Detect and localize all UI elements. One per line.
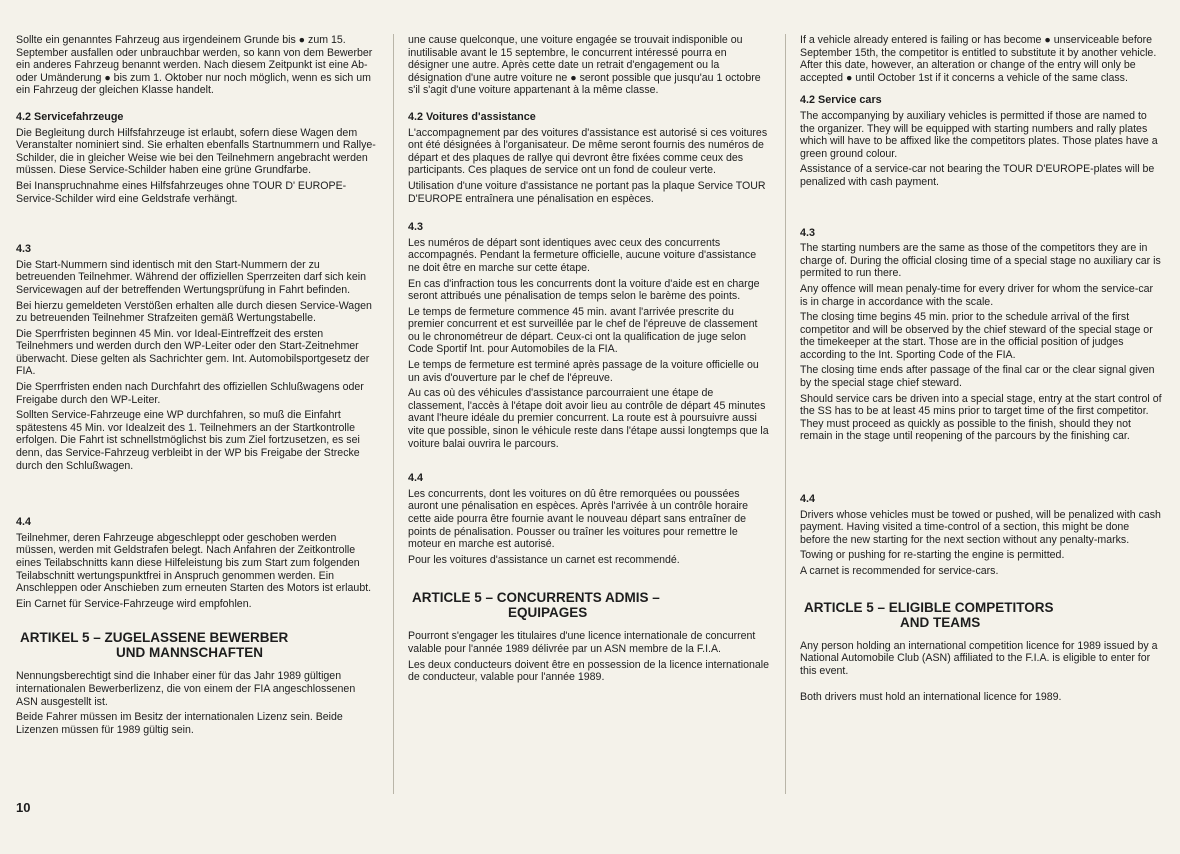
german-section-4-3-paragraph-3: Die Sperrfristen beginnen 45 Min. vor Ideal-Eintreffzeit des ersten Teilnehmers und werden durch den WP-Leiter oder den Start-Zeitnehmer überwacht. Diese gelten als Sachrichter gem. Int. Automobilsportgesetz der FIA. (16, 327, 370, 378)
german-section-4-2-paragraph-1: Die Begleitung durch Hilfsfahrzeuge ist erlaubt, sofern diese Wagen dem Veranstalter nominiert sind. Sie erhalten ebenfalls Startnummern und Rallye-Schilder, die in gleicher Weise wie bei den Teilnehmern angebracht werden müssen. Diese Service-Schilder haben eine grüne Grundfarbe. (16, 126, 376, 177)
german-article-5-line-2: UND MANNSCHAFTEN (116, 645, 263, 661)
german-article-5-paragraph-1: Nennungsberechtigt sind die Inhaber einer für das Jahr 1989 gültigen internationalen Bewerberlizenz, die von einem der FIA angeschlossenen ASN ausgestellt ist. (16, 670, 356, 708)
french-article-5-heading (412, 590, 770, 620)
english-section-4-4-paragraph-3: A carnet is recommended for service-cars. (800, 565, 999, 577)
german-section-4-2-heading: 4.2 Servicefahrzeuge (16, 110, 124, 123)
french-intro: une cause quelconque, une voiture engagée se trouvait indisponible ou inutilisable avant le 15 septembre, le concurrent intéressé pourra en désigner une autre. Après cette date un retrait d'engagement ou la désignation d'une autre voiture ne ● seront possible que jusqu'au 1 octobre s'il s'agit d'une voiture appartenant à la même classe. (408, 34, 761, 97)
french-section-4-4-heading: 4.4 (408, 472, 424, 485)
french-section-4-2-heading: 4.2 Voitures d'assistance (408, 110, 536, 123)
german-section-4-3-paragraph-1: Die Start-Nummern sind identisch mit den Start-Nummern der zu betreuenden Teilnehmer. Während der offiziellen Sperrzeiten darf sich kein Servicewagen auf der betreffenden Wertungsprüfung in Fahrt befinden. (16, 258, 366, 296)
english-section-4-4-paragraph-1: Drivers whose vehicles must be towed or pushed, will be penalized with cash payment. Having visited a time-control of a section, this might be done before the new starting for the next section without any penalty-marks. (800, 508, 1161, 546)
english-section-4-3-paragraph-5: Should service cars be driven into a special stage, entry at the start control of the SS has to be at least 45 mins prior to target time of the first competitor. They must proceed as quickly as possible to the finish, should they not remain in the stage until reopening of the parcours by the finishing car. (800, 392, 1162, 443)
english-section-4-2-paragraph-2: Assistance of a service-car not bearing the TOUR D'EUROPE-plates will be penalized with cash payment. (800, 163, 1155, 188)
english-article-5-paragraph-2: Both drivers must hold an international licence for 1989. (800, 691, 1062, 704)
german-section-4-3-paragraph-5: Sollten Service-Fahrzeuge eine WP durchfahren, so muß die Einfahrt spätestens 45 Min. vor Idealzeit des 1. Teilnehmers an der Startkontrolle erfolgen. Die Fahrt ist schnellstmöglichst bis zum Ziel fortzusetzen, es sei denn, das Service-Fahrzeug verbleibt in der WP bis Freigabe der Strecke durch den Schlußwagen. (16, 409, 360, 472)
french-section-4-3-paragraph-1: Les numéros de départ sont identiques avec ceux des concurrents accompagnés. Pendant la fermeture officielle, aucune voiture d'assistance ne doit être en marche sur cette étape. (408, 236, 757, 274)
french-section-4-3-paragraph-5: Au cas où des véhicules d'assistance parcourraient une étape de classement, l'accès à l'étape doit avoir lieu au contrôle de départ 45 minutes avant l'heure idéale du premier concurrent. La route est à poursuivre aussi vite que possible, sinon le véhicule reste dans l'étape aussi longtemps que la voiture balai ouvrira le parcours. (408, 387, 769, 450)
german-section-4-4-paragraph-2: Ein Carnet für Service-Fahrzeuge wird empfohlen. (16, 597, 252, 610)
french-section-4-3-paragraph-2: En cas d'infraction tous les concurrents dont la voiture d'aide est en charge seront attribués une pénalisation de temps selon le barème des points. (408, 277, 760, 303)
english-section-4-2-heading: 4.2 Service cars (800, 94, 882, 107)
german-section-4-3-heading: 4.3 (16, 243, 32, 256)
german-section-4-4-paragraph-1: Teilnehmer, deren Fahrzeuge abgeschleppt oder geschoben werden müssen, werden mit Geldstrafen belegt. Nach Anfahren der Zeitkontrolle eines Teilabschnitts kann diese Hilfeleistung bis zum Start zum folgenden Teilabschnitt wertungspunktfrei in Anspruch genommen werden. Ein Anschleppen oder Anschieben zum erneuten Starten des Motors ist erlaubt. (16, 531, 372, 595)
english-article-5-line-1: ARTICLE 5 – ELIGIBLE COMPETITORS (804, 599, 1054, 615)
english-section-4-4-heading: 4.4 (800, 493, 816, 506)
english-section-4-3-heading: 4.3 (800, 226, 816, 239)
german-article-5-heading (20, 630, 378, 660)
english-intro: If a vehicle already entered is failing or has become ● unserviceable before September 15th, the competitor is entitled to substitute it by another vehicle. After this date, however, an alteration or change of the entry will only be accepted ● until October 1st if it concerns a vehicle of the same class. (800, 34, 1157, 84)
english-article-5-heading (804, 600, 1162, 630)
german-section-4-2-paragraph-2: Bei Inanspruchnahme eines Hilfsfahrzeuges ohne TOUR D' EUROPE-Service-Schilder wird eine Geldstrafe verhängt. (16, 179, 347, 205)
english-section-4-3-paragraph-4: The closing time ends after passage of the final car or the clear signal given by the special stage chief steward. (800, 364, 1155, 390)
english-section-4-3-paragraph-2: Any offence will mean penaly-time for every driver for whom the service-car is in charge in accordance with the scale. (800, 282, 1154, 308)
column-divider-left (393, 34, 394, 794)
page-number: 10 (16, 800, 31, 815)
french-section-4-3-paragraph-3: Le temps de fermeture commence 45 min. avant l'arrivée prescrite du premier concurrent et est surveillée par le chef de l'épreuve de classement ou le chronométreur de départ. Ceux-ci ont la qualification de juge selon Code Sportif Int. pour Automobiles de la FIA. (408, 305, 758, 356)
english-section-4-2-paragraph-1: The accompanying by auxiliary vehicles is permitted if those are named to the organizer. They will be equipped with starting numbers and rally plates which will have to be affixed like the competitors plates. Those plates have a green ground colour. (800, 109, 1158, 160)
french-section-4-4-paragraph-1: Les concurrents, dont les voitures on dû être remorquées ou poussées auront une pénalisation en espèces. Après l'arrivée à un contrôle horaire cette aide pourra être fournie avant le nouveau départ sans entraîner de points de pénalisation. Pousser ou traîner les voitures pour remettre le moteur en marche est autorisé. (408, 487, 749, 551)
french-article-5-line-2: EQUIPAGES (508, 605, 588, 621)
english-section-4-4-paragraph-2: Towing or pushing for re-starting the engine is permitted. (800, 549, 1065, 562)
column-divider-right (785, 34, 786, 794)
english-section-4-3-paragraph-1: The starting numbers are the same as those of the competitors they are in charge of. During the official closing time of a special stage no auxiliary car is permited to run there. (800, 242, 1161, 280)
german-article-5-paragraph-2: Beide Fahrer müssen im Besitz der internationalen Lizenz sein. Beide Lizenzen müssen für 1989 gültig sein. (16, 711, 343, 736)
english-article-5-paragraph-1: Any person holding an international competition licence for 1989 issued by a National Automobile Club (ASN) affiliated to the F.I.A. is eligible to enter for this event. (800, 639, 1158, 677)
french-article-5-paragraph-1: Pourront s'engager les titulaires d'une licence internationale de concurrent valable pour l'année 1989 délivrée par un ASN membre de la F.I.A. (408, 630, 756, 655)
french-section-4-4-paragraph-2: Pour les voitures d'assistance un carnet est recommendé. (408, 553, 680, 566)
english-column (800, 34, 1162, 814)
french-section-4-2-paragraph-1: L'accompagnement par des voitures d'assistance est autorisé si ces voitures ont été désignées à l'organisateur. De même seront fournis des numéros de départ et des plaques de rallye qui devront être fixées comme ceux des participants. Ces plaques de service ont un fond de couleur verte. (408, 126, 768, 177)
german-section-4-3-paragraph-2: Bei hierzu gemeldeten Verstößen erhalten alle durch diesen Service-Wagen zu betreuenden Teilnehmer Strafzeiten gemäß Wertungstabelle. (16, 299, 372, 325)
french-section-4-2-paragraph-2: Utilisation d'une voiture d'assistance ne portant pas la plaque Service TOUR D'EUROPE entraînera une pénalisation en espèces. (408, 179, 766, 205)
german-section-4-4-heading: 4.4 (16, 516, 32, 529)
french-article-5-paragraph-2: Les deux conducteurs doivent être en possession de la licence internationale de conducteur, valable pour l'année 1989. (408, 658, 770, 684)
english-article-5-line-2: AND TEAMS (900, 614, 981, 630)
german-section-4-3-paragraph-4: Die Sperrfristen enden nach Durchfahrt des offiziellen Schlußwagens oder Freigabe durch den WP-Leiter. (16, 381, 364, 406)
french-article-5-line-1: ARTICLE 5 – CONCURRENTS ADMIS – (412, 590, 660, 606)
german-intro: Sollte ein genanntes Fahrzeug aus irgendeinem Grunde bis ● zum 15. September ausfallen oder unbrauchbar werden, so kann von dem Bewerber ein anderes Fahrzeug benannt werden. Nach diesem Zeitpunkt ist eine Ab- oder Umänderung ● bis zum 1. Oktober nur noch möglich, wenn es sich um ein Fahrzeug der gleichen Klasse handelt. (16, 34, 373, 97)
french-section-4-3-heading: 4.3 (408, 221, 424, 234)
german-article-5-line-1: ARTIKEL 5 – ZUGELASSENE BEWERBER (20, 630, 289, 646)
german-column (16, 34, 378, 814)
french-section-4-3-paragraph-4: Le temps de fermeture est terminé après passage de la voiture officielle ou un avis d'ouverture par le chef de l'épreuve. (408, 359, 759, 384)
english-section-4-3-paragraph-3: The closing time begins 45 min. prior to the schedule arrival of the first competitor and will be observed by the chief steward of the special stage or the timekeeper at the start. Those are in the official position of judges according to the Int. Sporting Code of the FIA. (800, 311, 1153, 361)
french-column (408, 34, 770, 814)
